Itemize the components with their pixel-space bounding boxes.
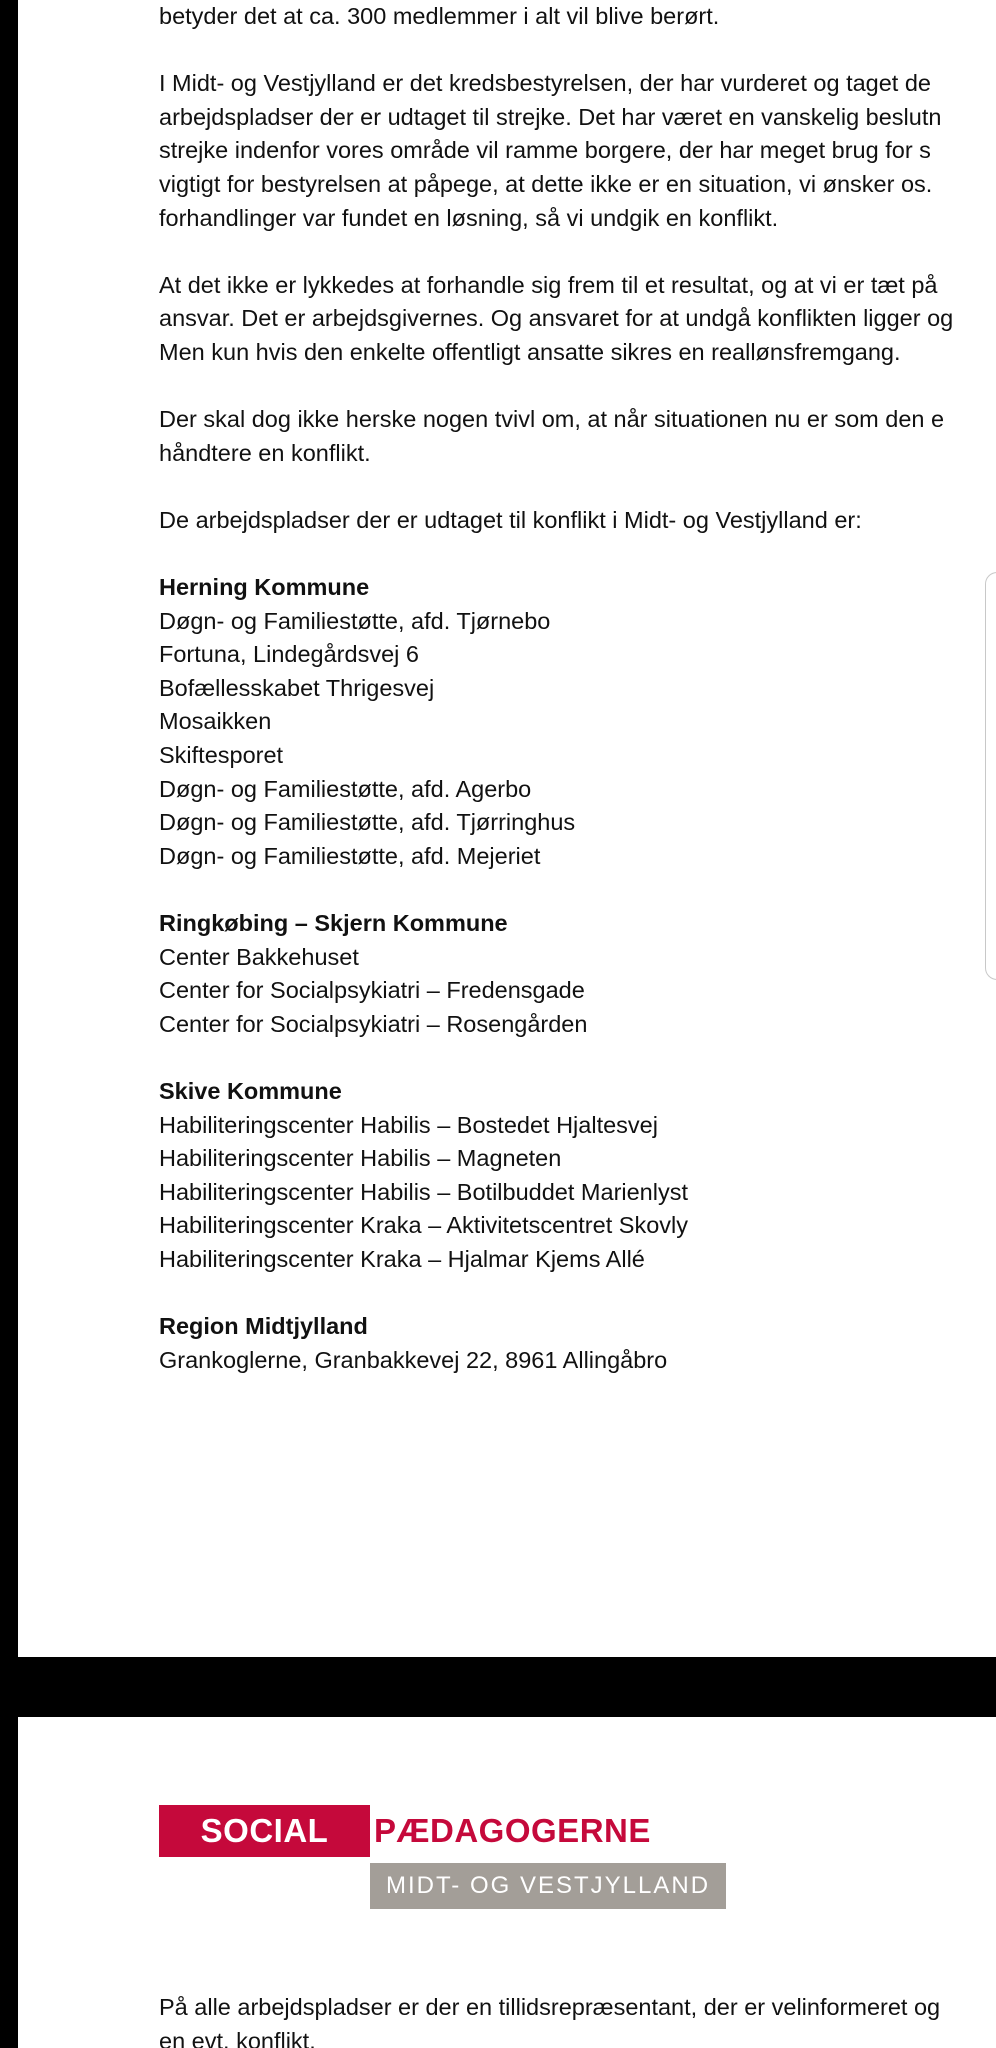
intro-line: betyder det at ca. 300 medlemmer i alt vil blive berørt. <box>159 3 720 29</box>
paragraph-line: At det ikke er lykkedes at forhandle sig frem til et resultat, og at vi er tæt på <box>159 271 938 298</box>
list-item: Habiliteringscenter Kraka – Hjalmar Kjems Allé <box>159 1245 645 1272</box>
document-page-1 <box>18 0 996 1657</box>
list-item: Døgn- og Familiestøtte, afd. Agerbo <box>159 775 532 802</box>
paragraph-line: Der skal dog ikke herske nogen tvivl om, at når situationen nu er som den e <box>159 406 945 433</box>
paragraph-line: håndtere en konflikt. <box>159 439 371 466</box>
section-heading: Region Midtjylland <box>159 1313 368 1340</box>
section-heading: Herning Kommune <box>159 574 370 601</box>
list-item: Center for Socialpsykiatri – Rosengården <box>159 1010 588 1037</box>
document-page-2 <box>18 1717 996 2048</box>
list-item: Habiliteringscenter Kraka – Aktivitetscentret Skovly <box>159 1212 688 1239</box>
socialpaedagogerne-logo <box>159 1805 726 1912</box>
list-item: Center Bakkehuset <box>159 943 359 970</box>
list-item: Center for Socialpsykiatri – Fredensgade <box>159 977 585 1004</box>
list-item: Døgn- og Familiestøtte, afd. Tjørringhus <box>159 809 576 836</box>
paragraph-line: vigtigt for bestyrelsen at påpege, at dette ikke er en situation, vi ønsker os. <box>159 170 933 197</box>
section-ringkobing-skjern <box>159 907 996 1041</box>
list-item: Grankoglerne, Granbakkevej 22, 8961 Allingåbro <box>159 1346 668 1373</box>
paragraph-line: strejke indenfor vores område vil ramme borgere, der har meget brug for s <box>159 137 931 164</box>
list-item: Habiliteringscenter Habilis – Magneten <box>159 1145 562 1172</box>
list-item: Fortuna, Lindegårdsvej 6 <box>159 641 419 668</box>
paragraph-line: I Midt- og Vestjylland er det kredsbestyrelsen, der har vurderet og taget de <box>159 70 932 97</box>
list-intro: De arbejdspladser der er udtaget til konflikt i Midt- og Vestjylland er: <box>159 506 862 533</box>
list-item: Mosaikken <box>159 708 272 735</box>
section-region-midtjylland <box>159 1310 996 1377</box>
paragraph-2 <box>159 269 996 370</box>
list-item: Habiliteringscenter Habilis – Botilbuddet Marienlyst <box>159 1178 689 1205</box>
list-item: Bofællesskabet Thrigesvej <box>159 674 435 701</box>
list-item: Døgn- og Familiestøtte, afd. Mejeriet <box>159 842 541 869</box>
paragraph-3 <box>159 403 996 470</box>
page-2-body <box>159 1991 940 2048</box>
list-item: Habiliteringscenter Habilis – Bostedet Hjaltesvej <box>159 1111 658 1138</box>
scrollbar-handle[interactable] <box>985 572 996 980</box>
paragraph-line: forhandlinger var fundet en løsning, så vi undgik en konflikt. <box>159 204 779 231</box>
paragraph-line: en evt. konflikt. <box>159 2027 316 2048</box>
logo-social: SOCIAL <box>159 1805 370 1857</box>
logo-paedagogerne: PÆDAGOGERNE <box>374 1812 651 1849</box>
paragraph-1 <box>159 67 996 235</box>
list-item: Skiftesporet <box>159 742 284 769</box>
section-heading: Skive Kommune <box>159 1078 342 1104</box>
section-skive <box>159 1075 996 1277</box>
page-1-body <box>159 0 996 1377</box>
section-herning <box>159 571 996 873</box>
paragraph-line: Men kun hvis den enkelte offentligt ansatte sikres en reallønsfremgang. <box>159 338 901 365</box>
list-item: Døgn- og Familiestøtte, afd. Tjørnebo <box>159 607 551 634</box>
paragraph-line: arbejdspladser der er udtaget til strejke. Det har været en vanskelig beslutn <box>159 103 942 130</box>
logo-subtitle: MIDT- OG VESTJYLLAND <box>370 1863 726 1909</box>
paragraph-line: På alle arbejdspladser er der en tillidsrepræsentant, der er velinformeret og <box>159 1994 941 2020</box>
paragraph-line: ansvar. Det er arbejdsgivernes. Og ansvaret for at undgå konflikten ligger og <box>159 305 954 332</box>
section-heading: Ringkøbing – Skjern Kommune <box>159 910 508 937</box>
